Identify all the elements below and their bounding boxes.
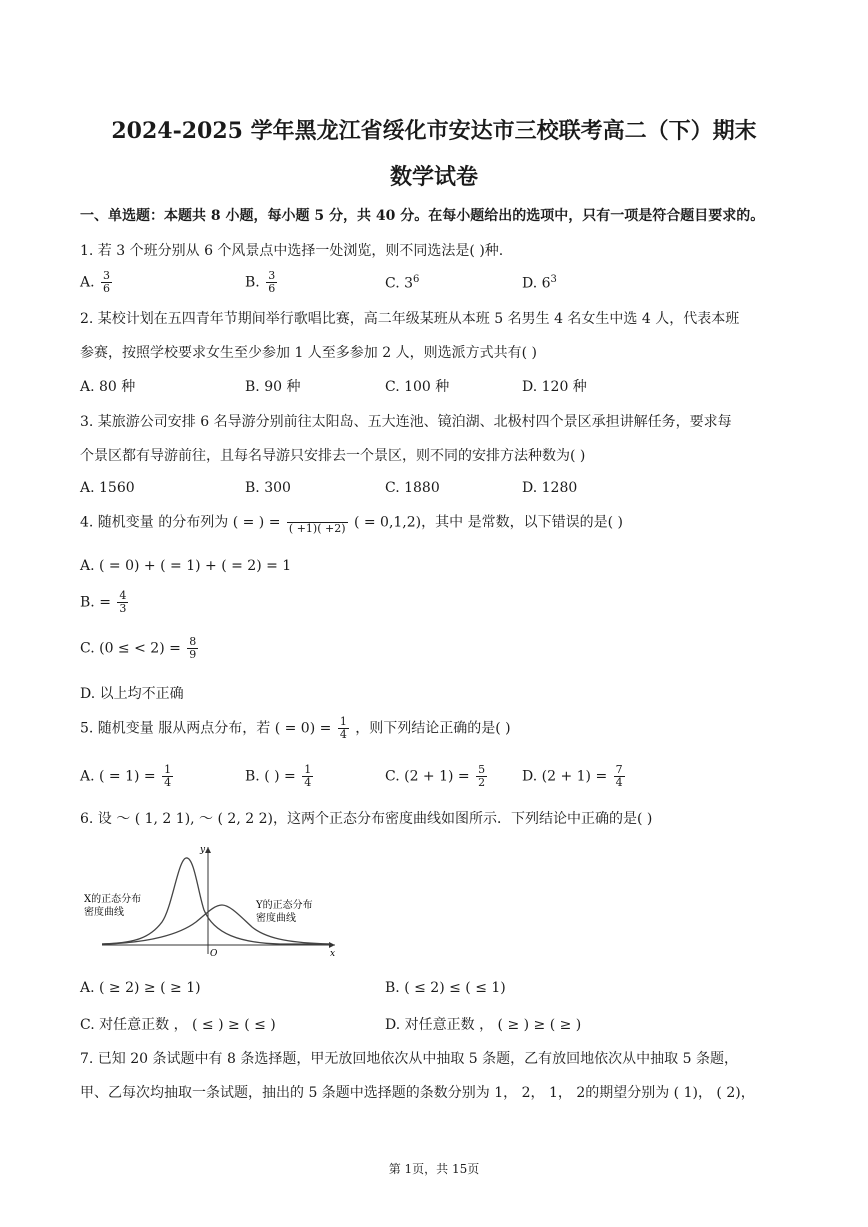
q3-option-b: B. 300 <box>245 480 291 496</box>
q2-stem-line-1: 2. 某校计划在五四青年节期间举行歌唱比赛，高二年级某班从本班 5 名男生 4 名女生中选 4 人，代表本班 <box>80 311 740 327</box>
q6-stem: 6. 设 ～ ( 1, 2 1), ～ ( 2, 2 2)，这两个正态分布密度曲线如图所示．下列结论中正确的是( ) <box>80 811 653 827</box>
q6-option-d: D. 对任意正数 ， ( ≥ ) ≥ ( ≥ ) <box>385 1017 582 1033</box>
q1-stem: 1. 若 3 个班分别从 6 个风景点中选择一处浏览，则不同选法是( )种. <box>80 243 504 259</box>
q3-option-a: A. 1560 <box>80 480 135 496</box>
q5-option-d: D. (2 + 1) = $\frac{7}{4}$ <box>522 763 623 789</box>
q1-option-d: D. $6^3$ <box>522 274 557 292</box>
page-footer: 第 1页，共 15页 <box>388 1162 480 1176</box>
q3-option-d: D. 1280 <box>522 480 578 496</box>
q7-stem-line-2: 甲、乙每次均抽取一条试题，抽出的 5 条题中选择题的条数分别为 1， 2， 1， 2的期望分别为 ( 1)， ( 2)， <box>80 1085 755 1101</box>
q5-option-a: A. ( = 1) = $\frac{1}{4}$ <box>80 763 172 789</box>
title-line-2: 数学试卷 <box>389 164 478 190</box>
q2-option-b: B. 90 种 <box>245 379 301 395</box>
q7-stem-line-1: 7. 已知 20 条试题中有 8 条选择题，甲无放回地依次从中抽取 5 条题，乙有放回地依次从中抽取 5 条题， <box>80 1051 738 1067</box>
x-curve-label-2: 密度曲线 <box>84 907 124 918</box>
y-axis-label: y <box>200 845 206 855</box>
q2-option-d: D. 120 种 <box>522 379 587 395</box>
q1-b-fraction: $\frac{3}{6}$ <box>268 269 276 295</box>
q2-option-c: C. 100 种 <box>385 379 450 395</box>
y-curve-label-1: Y的正态分布 <box>256 900 313 911</box>
normal-curves-figure <box>80 842 340 960</box>
q2-stem-line-2: 参赛，按照学校要求女生至少参加 1 人至多参加 2 人，则选派方式共有( ) <box>80 345 537 361</box>
q3-stem-line-1: 3. 某旅游公司安排 6 名导游分别前往太阳岛、五大连池、镜泊湖、北极村四个景区承担讲解任务，要求每 <box>80 414 732 430</box>
q1-option-c: C. $3^6$ <box>385 274 420 292</box>
q4-option-a: A. ( = 0) + ( = 1) + ( = 2) = 1 <box>80 558 292 574</box>
origin-label: O <box>210 949 218 959</box>
q3-option-c: C. 1880 <box>385 480 440 496</box>
q4-option-b: B. = $\frac{4}{3}$ <box>80 589 127 615</box>
y-axis-arrow <box>205 847 211 853</box>
x-axis-arrow <box>329 942 335 948</box>
q5-option-b: B. ( ) = $\frac{1}{4}$ <box>245 763 312 789</box>
x-axis-label: x <box>330 949 336 959</box>
q6-option-a: A. ( ≥ 2) ≥ ( ≥ 1) <box>80 980 201 996</box>
y-curve-label-2: 密度曲线 <box>256 913 296 924</box>
q3-stem-line-2: 个景区都有导游前往，且每名导游只安排去一个景区，则不同的安排方法种数为( ) <box>80 448 586 464</box>
q5-option-c: C. (2 + 1) = $\frac{5}{2}$ <box>385 763 486 789</box>
x-curve-label-1: X的正态分布 <box>84 894 142 905</box>
q4-option-c: C. (0 ≤ < 2) = $\frac{8}{9}$ <box>80 635 197 661</box>
q4-fraction: ( +1)( +2) <box>287 510 348 535</box>
q2-option-a: A. 80 种 <box>80 379 136 395</box>
q1-option-b: B. $\frac{3}{6}$ <box>245 269 276 295</box>
title-line-1: 2024-2025 学年黑龙江省绥化市安达市三校联考高二（下）期末 <box>111 118 757 144</box>
q1-a-fraction: $\frac{3}{6}$ <box>103 269 111 295</box>
q5-stem: 5. 随机变量 服从两点分布，若 ( = 0) = $\frac{1}{4}$ ，则下列结论正确的是( ) <box>80 715 511 741</box>
q6-option-b: B. ( ≤ 2) ≤ ( ≤ 1) <box>385 980 506 996</box>
q4-option-d: D. 以上均不正确 <box>80 686 184 702</box>
q1-option-a: A. $\frac{3}{6}$ <box>80 269 111 295</box>
q6-option-c: C. 对任意正数 ， ( ≤ ) ≥ ( ≤ ) <box>80 1017 276 1033</box>
section-heading: 一、单选题：本题共 8 小题，每小题 5 分，共 40 分。在每小题给出的选项中，只有一项是符合题目要求的。 <box>80 208 765 224</box>
q4-stem: 4. 随机变量 的分布列为 ( = ) = ( +1)( +2) ( = 0,1,2)，其中 是常数，以下错误的是( ) <box>80 510 623 535</box>
